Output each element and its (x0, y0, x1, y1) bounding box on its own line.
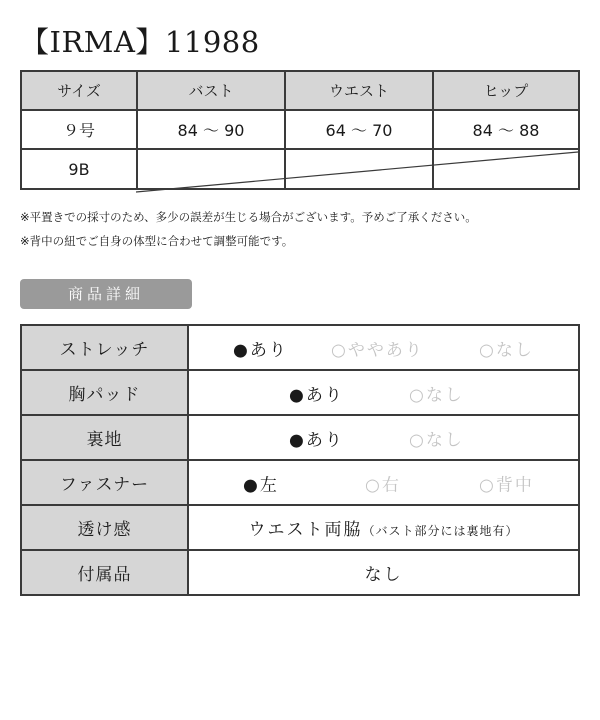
detail-value (188, 460, 579, 505)
option-selected: ●左 (243, 475, 279, 495)
option-selected: ●あり (233, 340, 288, 360)
header-bust: バスト (137, 71, 285, 110)
header-hip: ヒップ (433, 71, 579, 110)
table-row (21, 110, 579, 149)
detail-row-accessories (21, 550, 579, 595)
option-unselected: ○背中 (479, 475, 534, 495)
detail-row-lining (21, 415, 579, 460)
detail-label: 透け感 (21, 505, 188, 550)
waist-cell: 64 ～ 70 (285, 110, 433, 149)
note-line: ※平置きでの採寸のため、多少の誤差が生じる場合がございます。予めご了承ください。 (20, 210, 477, 224)
detail-label: 付属品 (21, 550, 188, 595)
detail-label: ストレッチ (21, 325, 188, 370)
detail-row-bust-pad (21, 370, 579, 415)
option-unselected: ○ややあり (331, 340, 424, 360)
waist-cell (285, 149, 433, 189)
option-unselected: ○なし (409, 385, 464, 405)
note-line: ※背中の紐でご自身の体型に合わせて調整可能です。 (20, 234, 294, 248)
bust-cell: 84 ～ 90 (137, 110, 285, 149)
table-row (21, 149, 579, 189)
detail-value (188, 505, 579, 550)
detail-row-stretch (21, 325, 579, 370)
size-cell: 9B (21, 149, 137, 189)
header-waist: ウエスト (285, 71, 433, 110)
option-selected: ●あり (289, 430, 344, 450)
detail-value (188, 415, 579, 460)
detail-row-fastener (21, 460, 579, 505)
detail-label: 胸パッド (21, 370, 188, 415)
option-unselected: ○なし (409, 430, 464, 450)
bust-cell (137, 149, 285, 189)
section-tag: 商品詳細 (20, 279, 192, 309)
detail-label: 裏地 (21, 415, 188, 460)
size-table-header-row (21, 71, 579, 110)
detail-value (188, 370, 579, 415)
detail-row-sheer (21, 505, 579, 550)
page-title: 【IRMA】11988 (20, 25, 260, 59)
accessories-value: なし (188, 550, 579, 595)
option-unselected: ○右 (365, 475, 401, 495)
sheer-value-note: （バスト部分には裏地有） (362, 524, 519, 538)
size-table (20, 70, 580, 190)
sheer-value: ウエスト両脇 (248, 520, 363, 540)
detail-table (20, 324, 580, 596)
option-selected: ●あり (289, 385, 344, 405)
detail-label: ファスナー (21, 460, 188, 505)
notes (20, 205, 477, 253)
detail-value (188, 325, 579, 370)
option-unselected: ○なし (479, 340, 534, 360)
hip-cell: 84 ～ 88 (433, 110, 579, 149)
hip-cell (433, 149, 579, 189)
header-size: サイズ (21, 71, 137, 110)
size-cell: ９号 (21, 110, 137, 149)
